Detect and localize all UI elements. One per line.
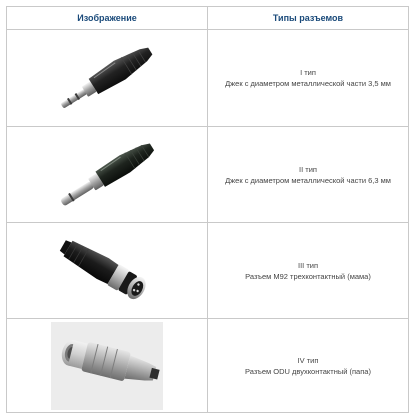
connector-type-label: IV тип <box>297 355 319 365</box>
xlr-m92-female-connector-image <box>52 231 162 311</box>
table-row <box>7 30 409 127</box>
connector-type-label: I тип <box>300 68 316 77</box>
table-row <box>7 319 409 413</box>
header-image: Изображение <box>7 7 208 30</box>
connector-type-label: II тип <box>299 164 317 174</box>
description-cell <box>208 319 409 413</box>
table-row <box>7 127 409 223</box>
connector-types-table <box>6 6 409 413</box>
jack-3.5mm-plug-image <box>52 38 162 118</box>
jack-6.3mm-plug-image <box>52 135 162 215</box>
connector-description: Джек с диаметром металлической части 6,3 мм <box>225 175 391 185</box>
header-connector-types: Типы разъемов <box>208 7 409 30</box>
connector-description: Джек с диаметром металлической части 3,5 мм <box>225 79 391 88</box>
image-cell <box>7 223 208 319</box>
table-header-row <box>7 7 409 30</box>
odu-2-pin-male-connector-image <box>51 322 163 410</box>
description-cell <box>208 223 409 319</box>
table-row <box>7 223 409 319</box>
connector-description: Разъем М92 трехконтактный (мама) <box>245 271 371 281</box>
image-cell <box>7 319 208 413</box>
connector-description: Разъем ODU двухконтактный (папа) <box>245 366 371 376</box>
connector-type-label: III тип <box>297 260 319 270</box>
image-cell <box>7 127 208 223</box>
description-cell <box>208 30 409 127</box>
description-cell <box>208 127 409 223</box>
image-cell <box>7 30 208 127</box>
